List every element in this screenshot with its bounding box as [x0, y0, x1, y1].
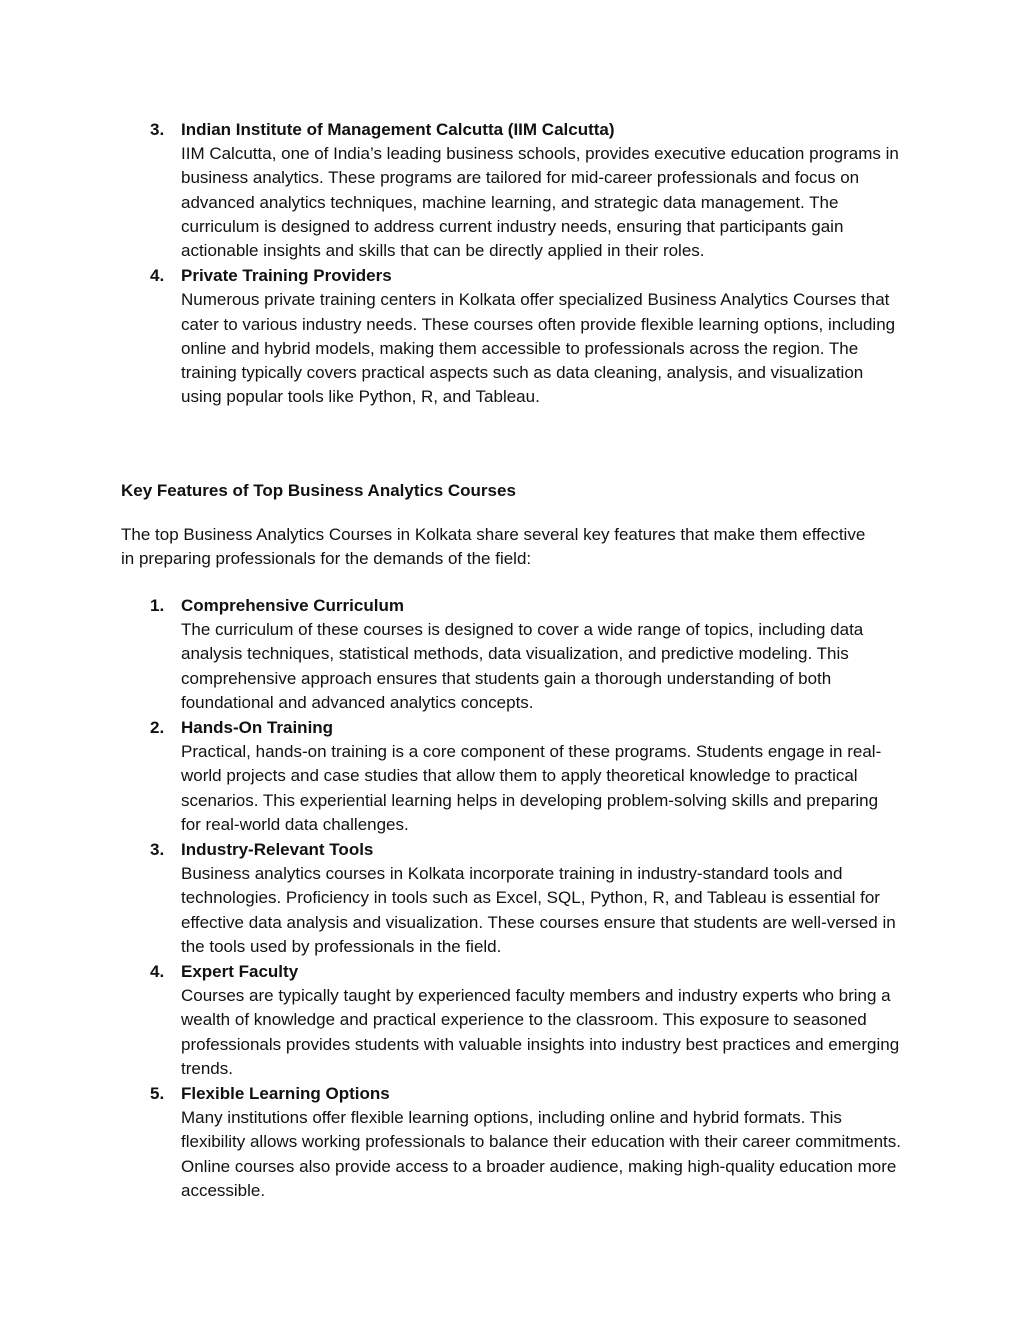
item-body: Numerous private training centers in Kolkata offer specialized Business Analytics Courses that cater to various industry needs. These courses often provide flexible learning options, including online and hybrid models, making them accessible to professionals across the region. The training typically covers practical aspects such as data cleaning, analysis, and visualization using popular tools like Python, R, and Tableau. — [181, 290, 896, 407]
item-title: Indian Institute of Management Calcutta (IIM Calcutta) — [181, 120, 615, 139]
list-item — [121, 716, 901, 837]
list-number: 1. — [150, 596, 165, 615]
item-title: Flexible Learning Options — [181, 1084, 390, 1104]
section-intro: The top Business Analytics Courses in Kolkata share several key features that make them effective in preparing professionals for the demands of the field: — [121, 525, 866, 569]
item-body: IIM Calcutta, one of India’s leading business schools, provides executive education programs in business analytics. These programs are tailored for mid-career professionals and focus on advanced analytics techniques, machine learning, and strategic data management. The curriculum is designed to address current industry needs, ensuring that participants gain actionable insights and skills that can be directly applied in their roles. — [181, 144, 899, 261]
institutions-list — [121, 118, 901, 410]
list-number: 4. — [150, 962, 165, 982]
list-number: 3. — [150, 840, 165, 860]
features-list — [121, 594, 901, 1204]
list-item — [121, 594, 901, 715]
item-title: Private Training Providers — [181, 266, 392, 286]
item-body: Practical, hands-on training is a core component of these programs. Students engage in real-world projects and case studies that allow them to apply theoretical knowledge to practical scenarios. This experiential learning helps in developing problem-solving skills and preparing for real-world data challenges. — [181, 742, 882, 834]
section-heading: Key Features of Top Business Analytics Courses — [121, 481, 516, 500]
item-body: Business analytics courses in Kolkata incorporate training in industry-standard tools and technologies. Proficiency in tools such as Excel, SQL, Python, R, and Tableau is essential for effective data analysis and visualization. These courses ensure that students are well-versed in the tools used by professionals in the field. — [181, 864, 896, 956]
list-item — [121, 118, 901, 263]
list-number: 3. — [150, 120, 165, 139]
list-item — [121, 838, 901, 959]
list-item — [121, 1082, 901, 1203]
item-body: Many institutions offer flexible learning options, including online and hybrid formats. This flexibility allows working professionals to balance their education with their career commitments. Online courses also provide access to a broader audience, making high-quality education more accessible. — [181, 1108, 901, 1200]
list-item — [121, 960, 901, 1081]
list-number: 2. — [150, 718, 165, 738]
item-title: Hands-On Training — [181, 718, 334, 738]
item-title: Industry-Relevant Tools — [181, 840, 374, 860]
list-item — [121, 264, 901, 409]
list-number: 5. — [150, 1084, 165, 1104]
item-body: Courses are typically taught by experienced faculty members and industry experts who bring a wealth of knowledge and practical experience to the classroom. This exposure to seasoned professionals provides students with valuable insights into industry best practices and emerging trends. — [181, 986, 900, 1078]
item-title: Comprehensive Curriculum — [181, 596, 404, 615]
item-body: The curriculum of these courses is designed to cover a wide range of topics, including data analysis techniques, statistical methods, data visualization, and predictive modeling. This comprehensive approach ensures that students gain a thorough understanding of both foundational and advanced analytics concepts. — [181, 620, 864, 712]
list-number: 4. — [150, 266, 165, 286]
item-title: Expert Faculty — [181, 962, 299, 982]
